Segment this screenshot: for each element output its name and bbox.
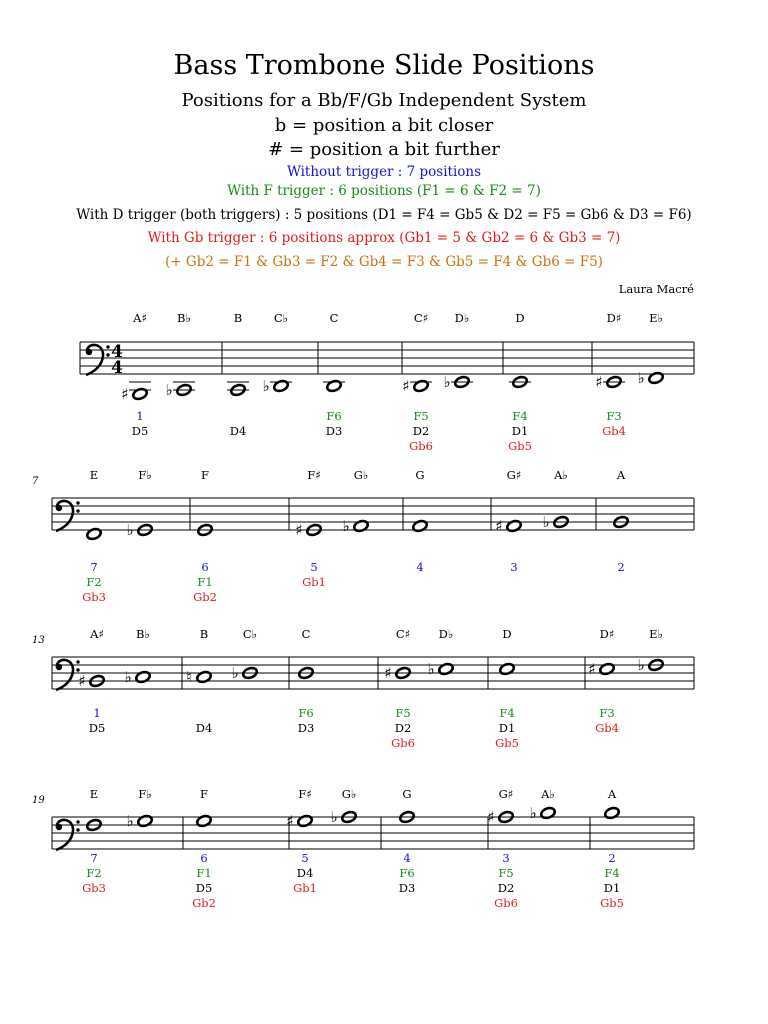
note-column (330, 787, 357, 826)
position-label: 5 (301, 851, 309, 865)
whole-note-icon (648, 371, 664, 384)
legend-d-trigger: With D trigger (both triggers) : 5 positions (D1 = F4 = Gb5 & D2 = F5 = Gb6 & D3 = F6) (76, 207, 692, 223)
note-column (487, 787, 518, 910)
position-label: Gb3 (82, 590, 106, 604)
note-name-label: D (502, 627, 512, 641)
whole-note-icon (297, 814, 313, 827)
note-column (192, 787, 216, 910)
note-name-label: A♭ (554, 468, 568, 482)
position-label: 7 (90, 560, 98, 574)
composer-name: Laura Macré (618, 282, 694, 296)
note-column (295, 468, 326, 589)
note-name-label: G♭ (341, 787, 357, 801)
accidental-icon: ♯ (487, 808, 495, 826)
whole-note-icon (196, 814, 212, 827)
note-name-label: D♭ (454, 311, 470, 325)
note-name-label: F (200, 787, 208, 801)
whole-note-icon (326, 379, 342, 392)
position-label: D4 (229, 424, 247, 438)
accidental-icon: ♯ (121, 385, 129, 403)
note-column (412, 468, 428, 574)
position-label: F3 (606, 409, 622, 423)
position-label: 6 (200, 851, 208, 865)
note-column (193, 468, 217, 604)
accidental-icon: ♭ (231, 664, 239, 682)
bass-clef-icon (56, 501, 80, 531)
position-label: 3 (502, 851, 510, 865)
accidental-icon: ♯ (402, 377, 410, 395)
note-name-label: C♯ (413, 311, 429, 325)
whole-note-icon (499, 662, 515, 675)
note-name-label: E♭ (649, 311, 663, 325)
note-column (443, 311, 473, 391)
accidental-icon: ♯ (595, 373, 603, 391)
position-label: F2 (86, 866, 102, 880)
note-column (595, 311, 626, 438)
note-name-label: E (89, 787, 99, 801)
accidental-icon: ♯ (495, 517, 503, 535)
flat-rule-text: b = position a bit closer (274, 115, 494, 136)
accidental-icon: ♭ (542, 513, 550, 531)
position-label: Gb5 (508, 439, 532, 453)
note-column (126, 468, 153, 539)
note-name-label: G (415, 468, 425, 482)
note-column (262, 311, 292, 395)
accidental-icon: ♯ (295, 521, 303, 539)
position-label: F5 (395, 706, 411, 720)
position-label: F1 (196, 866, 212, 880)
note-name-label: A (616, 468, 626, 482)
note-name-label: C♭ (273, 311, 289, 325)
position-label: Gb1 (302, 575, 326, 589)
note-name-label: D (515, 311, 525, 325)
position-label: F5 (498, 866, 514, 880)
measure-number: 19 (32, 795, 45, 806)
note-name-label: C (329, 311, 339, 325)
note-name-label: F♯ (307, 468, 321, 482)
page-title: Bass Trombone Slide Positions (173, 50, 595, 81)
position-label: D1 (511, 424, 529, 438)
note-column (495, 627, 519, 750)
note-name-label: C♭ (242, 627, 258, 641)
position-label: F6 (298, 706, 314, 720)
note-name-label: D♭ (438, 627, 454, 641)
whole-note-icon (506, 519, 522, 532)
staff-system-3 (32, 627, 694, 750)
position-label: F2 (86, 575, 102, 589)
position-label: 5 (310, 560, 318, 574)
position-label: Gb4 (602, 424, 626, 438)
whole-note-icon (353, 519, 369, 532)
position-label: 6 (201, 560, 209, 574)
time-signature-top: 4 (111, 342, 123, 362)
whole-note-icon (132, 387, 148, 400)
accidental-icon: ♭ (529, 804, 537, 822)
position-label: Gb2 (193, 590, 217, 604)
accidental-icon: ♭ (165, 381, 173, 399)
staff-system-2 (32, 468, 694, 604)
whole-note-icon (540, 806, 556, 819)
position-label: Gb5 (600, 896, 624, 910)
accidental-icon: ♭ (637, 656, 645, 674)
position-label: 3 (510, 560, 518, 574)
note-name-label: F (201, 468, 209, 482)
measure-number: 7 (32, 476, 39, 487)
accidental-icon: ♭ (126, 521, 134, 539)
position-label: Gb5 (495, 736, 519, 750)
whole-note-icon (273, 379, 289, 392)
position-label: D4 (296, 866, 314, 880)
note-column (124, 627, 151, 686)
position-label: D5 (88, 721, 106, 735)
note-name-label: A (607, 787, 617, 801)
whole-note-icon (137, 814, 153, 827)
position-label: Gb3 (82, 881, 106, 895)
bass-clef-icon (86, 345, 110, 375)
position-label: D5 (131, 424, 149, 438)
position-label: D1 (603, 881, 621, 895)
position-label: Gb2 (192, 896, 216, 910)
note-name-label: E (89, 468, 99, 482)
position-label: D3 (297, 721, 315, 735)
note-name-label: G♯ (506, 468, 522, 482)
staff-system-1 (80, 311, 694, 453)
note-name-label: B (199, 627, 209, 641)
note-name-label: F♭ (138, 787, 152, 801)
position-label: 2 (617, 560, 625, 574)
accidental-icon: ♯ (78, 672, 86, 690)
whole-note-icon (135, 670, 151, 683)
accidental-icon: ♮ (186, 668, 192, 686)
accidental-icon: ♯ (588, 660, 596, 678)
note-column (323, 311, 345, 438)
position-label: D2 (394, 721, 412, 735)
position-label: F4 (499, 706, 515, 720)
position-label: 2 (608, 851, 616, 865)
position-label: F4 (512, 409, 528, 423)
whole-note-icon (599, 662, 615, 675)
note-column (402, 311, 433, 453)
note-column (165, 311, 195, 399)
whole-note-icon (412, 519, 428, 532)
bass-clef-icon (56, 820, 80, 850)
note-column (384, 627, 415, 750)
sharp-rule-text: # = position a bit further (268, 139, 500, 160)
note-column (82, 468, 106, 604)
position-label: Gb1 (293, 881, 317, 895)
whole-note-icon (196, 670, 212, 683)
note-column (227, 311, 249, 438)
note-column (186, 627, 212, 735)
legend-gb-equivalents: (+ Gb2 = F1 & Gb3 = F2 & Gb4 = F3 & Gb5 = F4 & Gb6 = F5) (165, 254, 603, 270)
position-label: D2 (412, 424, 430, 438)
accidental-icon: ♭ (262, 377, 270, 395)
whole-note-icon (438, 662, 454, 675)
accidental-icon: ♭ (124, 668, 132, 686)
note-name-label: B (233, 311, 243, 325)
note-column (613, 468, 629, 574)
accidental-icon: ♭ (637, 369, 645, 387)
position-label: F4 (604, 866, 620, 880)
note-name-label: F♭ (138, 468, 152, 482)
note-name-label: F♯ (298, 787, 312, 801)
position-label: 1 (93, 706, 101, 720)
position-label: Gb6 (494, 896, 518, 910)
note-column (427, 627, 454, 678)
accidental-icon: ♯ (286, 812, 294, 830)
legend-gb-trigger: With Gb trigger : 6 positions approx (Gb1 = 5 & Gb2 = 6 & Gb3 = 7) (147, 230, 621, 246)
note-name-label: D♯ (599, 627, 615, 641)
note-name-label: E♭ (649, 627, 663, 641)
note-column (508, 311, 532, 453)
position-label: 7 (90, 851, 98, 865)
note-column (126, 787, 153, 830)
whole-note-icon (86, 527, 102, 540)
note-name-label: G (402, 787, 412, 801)
note-column (121, 311, 151, 438)
bass-clef-icon (56, 660, 80, 690)
position-label: 4 (403, 851, 411, 865)
note-name-label: B♭ (177, 311, 191, 325)
note-name-label: A♯ (90, 627, 104, 641)
position-label: F3 (599, 706, 615, 720)
position-label: F6 (399, 866, 415, 880)
staff-system-4 (32, 787, 694, 910)
position-label: D3 (398, 881, 416, 895)
position-label: Gb6 (391, 736, 415, 750)
note-name-label: A♭ (541, 787, 555, 801)
note-name-label: A♯ (133, 311, 147, 325)
position-label: D4 (195, 721, 213, 735)
note-column (342, 468, 369, 535)
note-column (231, 627, 258, 682)
position-label: Gb6 (409, 439, 433, 453)
note-column (637, 627, 664, 674)
page-subtitle: Positions for a Bb/F/Gb Independent System (181, 90, 587, 111)
whole-note-icon (604, 806, 620, 819)
position-label: Gb4 (595, 721, 619, 735)
note-column (600, 787, 624, 910)
accidental-icon: ♭ (342, 517, 350, 535)
position-label: 1 (136, 409, 144, 423)
position-label: F5 (413, 409, 429, 423)
accidental-icon: ♭ (126, 812, 134, 830)
measure-number: 13 (32, 635, 45, 646)
accidental-icon: ♭ (330, 808, 338, 826)
position-label: D1 (498, 721, 516, 735)
whole-note-icon (413, 379, 429, 392)
position-label: D5 (195, 881, 213, 895)
position-label: F1 (197, 575, 213, 589)
legend-no-trigger: Without trigger : 7 positions (286, 164, 482, 180)
position-label: F6 (326, 409, 342, 423)
note-name-label: C♯ (395, 627, 411, 641)
position-label: D2 (497, 881, 515, 895)
note-name-label: D♯ (606, 311, 622, 325)
note-column (529, 787, 556, 822)
accidental-icon: ♯ (384, 664, 392, 682)
note-column (637, 311, 664, 387)
legend-f-trigger: With F trigger : 6 positions (F1 = 6 & F2 = 7) (227, 183, 541, 199)
note-column (495, 468, 522, 574)
position-label: D3 (325, 424, 343, 438)
position-label: 4 (416, 560, 424, 574)
time-signature-bottom: 4 (111, 358, 123, 378)
note-name-label: G♯ (498, 787, 514, 801)
note-name-label: C (301, 627, 311, 641)
note-name-label: G♭ (353, 468, 369, 482)
accidental-icon: ♭ (443, 373, 451, 391)
note-name-label: B♭ (136, 627, 150, 641)
accidental-icon: ♭ (427, 660, 435, 678)
